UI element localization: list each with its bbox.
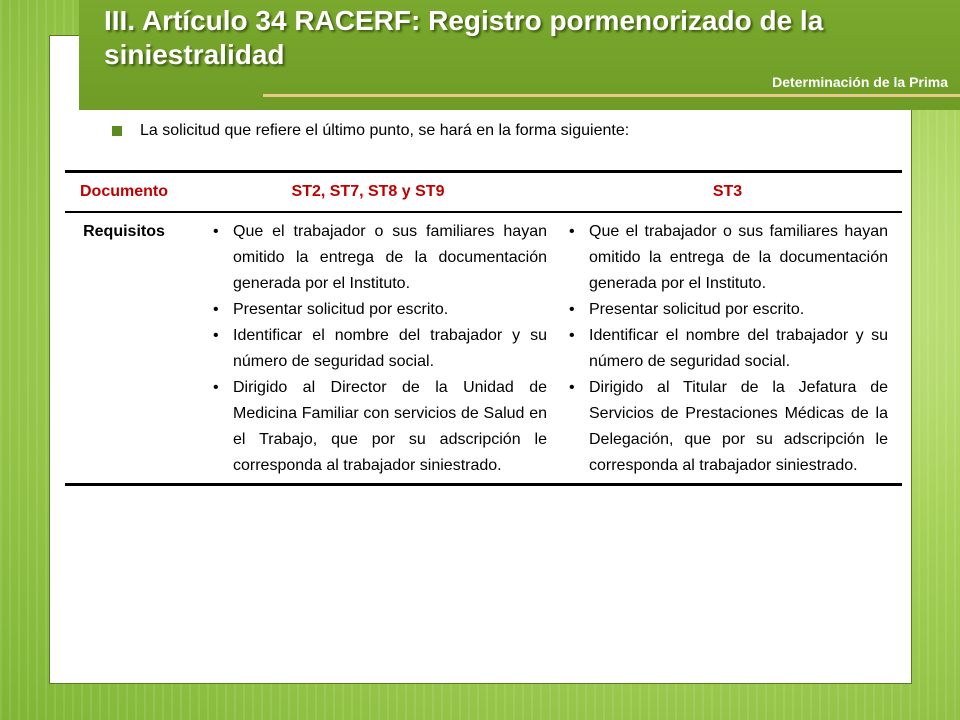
list-item: • Dirigido al Titular de la Jefatura de Servicios de Prestaciones Médicas de la Delegación, que por su adscripción le corresponda al trabajador siniestrado. bbox=[561, 375, 888, 479]
list-item: • Dirigido al Director de la Unidad de Medicina Familiar con servicios de Salud en el Trabajo, que por su adscripción le corresponda al trabajador siniestrado. bbox=[205, 375, 547, 479]
list-item: • Identificar el nombre del trabajador y su número de seguridad social. bbox=[561, 323, 888, 375]
table-header-row bbox=[65, 172, 902, 213]
slide-title: III. Artículo 34 RACERF: Registro pormenorizado de la siniestralidad bbox=[104, 5, 824, 70]
intro-line bbox=[112, 122, 629, 140]
list-item: • Presentar solicitud por escrito. bbox=[561, 297, 888, 323]
header-st3: ST3 bbox=[553, 172, 902, 213]
list-item: • Que el trabajador o sus familiares hayan omitido la entrega de la documentación generada por el Instituto. bbox=[205, 219, 547, 297]
table-row bbox=[65, 212, 902, 485]
requirements-list bbox=[553, 219, 902, 479]
list-item: • Que el trabajador o sus familiares hayan omitido la entrega de la documentación generada por el Instituto. bbox=[561, 219, 888, 297]
list-item: • Identificar el nombre del trabajador y su número de seguridad social. bbox=[205, 323, 547, 375]
header-st2-st7-st8-st9: ST2, ST7, ST8 y ST9 bbox=[183, 172, 553, 213]
row-label-requisitos: Requisitos bbox=[65, 212, 183, 485]
requirements-table bbox=[65, 170, 902, 486]
requirements-list bbox=[183, 219, 553, 479]
requirements-st2-cell bbox=[183, 212, 553, 485]
subtitle-rule bbox=[263, 94, 960, 97]
square-bullet-icon bbox=[112, 126, 122, 136]
list-item: • Presentar solicitud por escrito. bbox=[205, 297, 547, 323]
requirements-st3-cell bbox=[553, 212, 902, 485]
header-documento: Documento bbox=[65, 172, 183, 213]
intro-text: La solicitud que refiere el último punto, se hará en la forma siguiente: bbox=[140, 122, 630, 139]
slide-subtitle: Determinación de la Prima bbox=[772, 74, 948, 90]
